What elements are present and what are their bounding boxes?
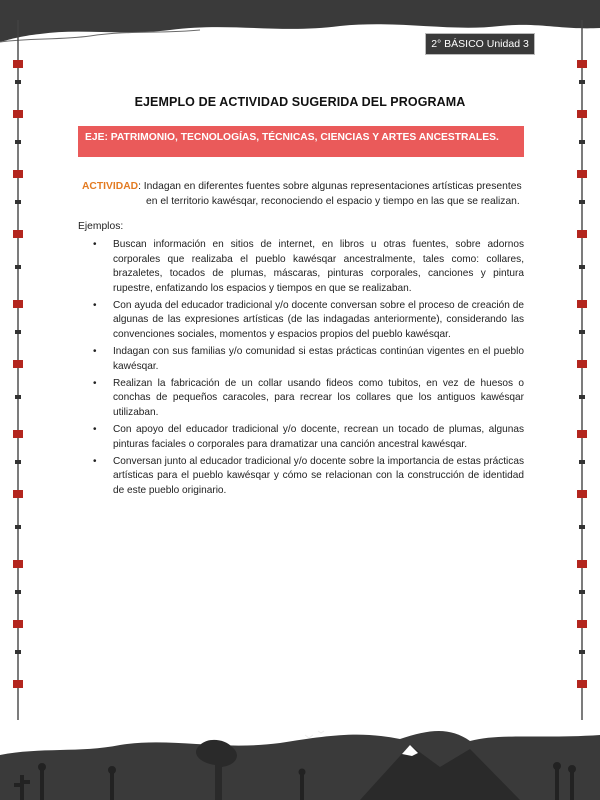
list-item: • Con ayuda del educador tradicional y/o docente conversan sobre el proceso de creación de algunas de las expresiones artísticas (de las indagadas anteriormente), considerando las convenciones sociales, momentos y espacios propios del pueblo kawésqar. (93, 299, 524, 341)
list-item: • Buscan información en sitios de internet, en libros u otras fuentes, sobre adornos corporales que realizaba el pueblo kawésqar ancestralmente, tales como: collares, brazaletes, tocados de plumas, máscaras, pinturas corporales, canciones y pintura rupestre, enfatizando los espacios y tiempos en que se realizaban. (93, 239, 524, 294)
examples-label: Ejemplos: (78, 221, 124, 232)
bullet: • (93, 346, 97, 358)
activity-line-2: en el territorio kawésqar, reconociendo el espacio y tiempo en las que se realizan. (146, 196, 520, 207)
grade-unit-badge: 2° BÁSICO Unidad 3 (425, 33, 535, 55)
bottom-landscape-band (0, 725, 600, 800)
left-pattern-border (11, 20, 25, 720)
page-title: EJEMPLO DE ACTIVIDAD SUGERIDA DEL PROGRAMA (134, 95, 466, 109)
bullet: • (93, 299, 97, 311)
bullet: • (93, 239, 97, 250)
examples-list (78, 238, 524, 501)
activity-description: ACTIVIDAD: Indagan en diferentes fuentes sobre algunas representaciones artísticas presentes en el territorio kawésqar, reconociendo el espacio y tiempo en las que se realizan. (82, 181, 522, 207)
list-item: • Conversan junto al educador tradicional y/o docente sobre la importancia de estas prácticas artísticas para el pueblo kawésqar y cómo se relacionan con la construcción de identidad de este pueblo originario. (93, 455, 524, 496)
bullet: • (93, 424, 97, 436)
activity-label: ACTIVIDAD (82, 181, 139, 192)
list-item: • Realizan la fabricación de un collar usando fideos como tubitos, en vez de huesos o conchas de pequeños caracoles, para recrear los collares que los antiguos kawésqar utilizaban. (93, 377, 524, 419)
bullet: • (93, 377, 97, 389)
list-item: • Con apoyo del educador tradicional y/o docente, recrean un tocado de plumas, algunas pinturas faciales o corporales para dramatizar una canción ancestral kawésqar. (93, 424, 524, 450)
right-pattern-border (575, 20, 589, 720)
eje-banner (78, 126, 524, 157)
list-item: • Indagan con sus familias y/o comunidad si estas prácticas continúan vigentes en el pueblo kawésqar. (93, 346, 524, 372)
activity-line-1: Indagan en diferentes fuentes sobre algunas representaciones artísticas presentes (143, 181, 522, 192)
bullet: • (93, 455, 97, 467)
eje-text: EJE: PATRIMONIO, TECNOLOGÍAS, TÉCNICAS, CIENCIAS Y ARTES ANCESTRALES. (85, 132, 499, 143)
